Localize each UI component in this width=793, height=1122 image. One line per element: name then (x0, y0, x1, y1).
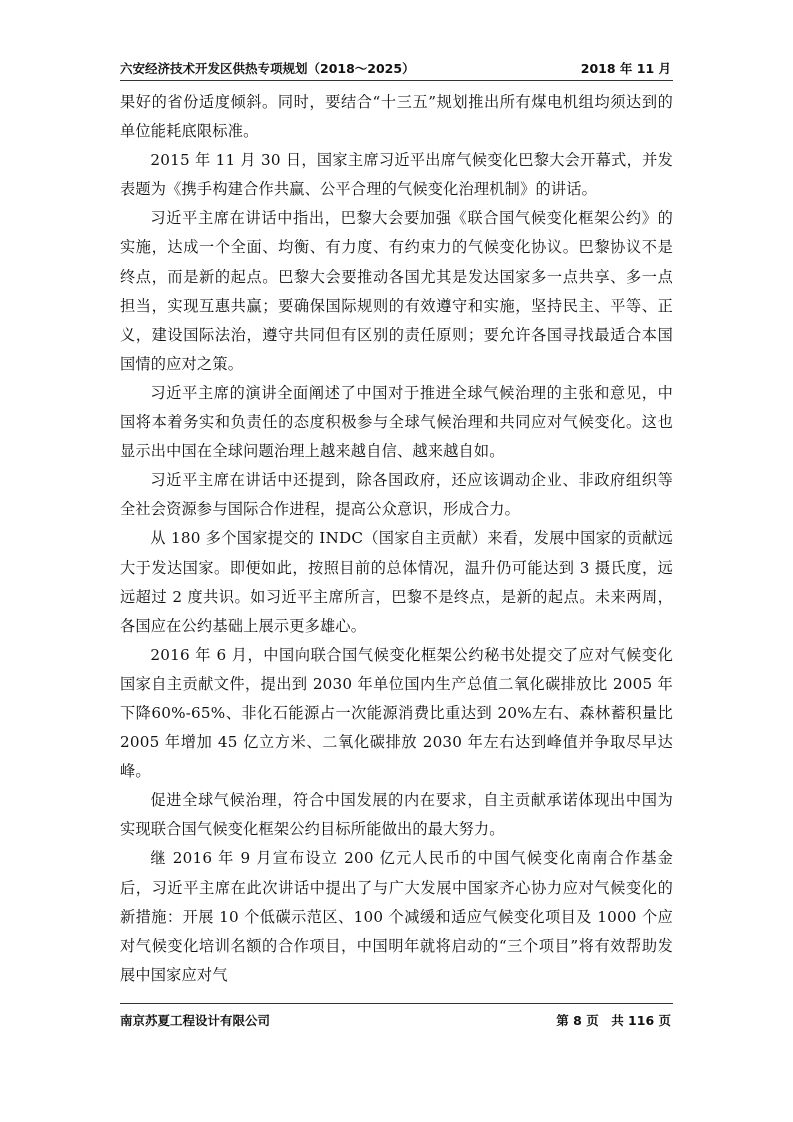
company-name: 南京苏夏工程设计有限公司 (120, 1013, 271, 1028)
paragraph: 继 2016 年 9 月宣布设立 200 亿元人民币的中国气候变化南南合作基金后，习近平主席在此次讲话中提出了与广大发展中国家齐心协力应对气候变化的新措施：开展 10 个低碳示范区、100 个减缓和适应气候变化项目及 1000 个应对气候变化培训名额的合作项目，中国明年就将启动的“三个项目”将有效帮助发展中国家应对气 (120, 849, 673, 984)
page-header (120, 56, 673, 81)
paragraph: 习近平主席的演讲全面阐述了中国对于推进全球气候治理的主张和意见，中国将本着务实和负责任的态度积极参与全球气候治理和共同应对气候变化。这也显示出中国在全球问题治理上越来越自信、越来越自如。 (120, 383, 673, 461)
paragraph: 习近平主席在讲话中还提到，除各国政府，还应该调动企业、非政府组织等全社会资源参与国际合作进程，提高公众意识，形成合力。 (120, 471, 673, 519)
document-title: 六安经济技术开发区供热专项规划（2018～2025） (120, 61, 415, 76)
paragraph: 从 180 多个国家提交的 INDC（国家自主贡献）来看，发展中国家的贡献远大于发达国家。即便如此，按照目前的总体情况，温升仍可能达到 3 摄氏度，远远超过 2 度共识。如习近平主席所言，巴黎不是终点，是新的起点。未来两周，各国应在公约基础上展示更多雄心。 (120, 529, 673, 635)
page-number: 第 8 页 共 116 页 (556, 1013, 671, 1028)
paragraph: 习近平主席在讲话中指出，巴黎大会要加强《联合国气候变化框架公约》的实施，达成一个全面、均衡、有力度、有约束力的气候变化协议。巴黎协议不是终点，而是新的起点。巴黎大会要推动各国尤其是发达国家多一点共享、多一点担当，实现互惠共赢；要确保国际规则的有效遵守和实施，坚持民主、平等、正义，建设国际法治，遵守共同但有区别的责任原则；要允许各国寻找最适合本国国情的应对之策。 (120, 209, 673, 373)
body-text (120, 88, 673, 990)
paragraph: 2015 年 11 月 30 日，国家主席习近平出席气候变化巴黎大会开幕式，并发表题为《携手构建合作共赢、公平合理的气候变化治理机制》的讲话。 (120, 151, 673, 199)
paragraph: 促进全球气候治理，符合中国发展的内在要求，自主贡献承诺体现出中国为实现联合国气候变化框架公约目标所能做出的最大努力。 (120, 791, 673, 839)
document-date: 2018 年 11 月 (580, 61, 671, 76)
paragraph: 果好的省份适度倾斜。同时，要结合“十三五”规划推出所有煤电机组均须达到的单位能耗底限标准。 (120, 93, 673, 141)
paragraph: 2016 年 6 月，中国向联合国气候变化框架公约秘书处提交了应对气候变化国家自主贡献文件，提出到 2030 年单位国内生产总值二氧化碳排放比 2005 年下降60%-65%、非化石能源占一次能源消费比重达到 20%左右、森林蓄积量比 2005 年增加 45 亿立方米、二氧化碳排放 2030 年左右达到峰值并争取尽早达峰。 (120, 645, 673, 781)
page-footer (120, 1003, 673, 1030)
